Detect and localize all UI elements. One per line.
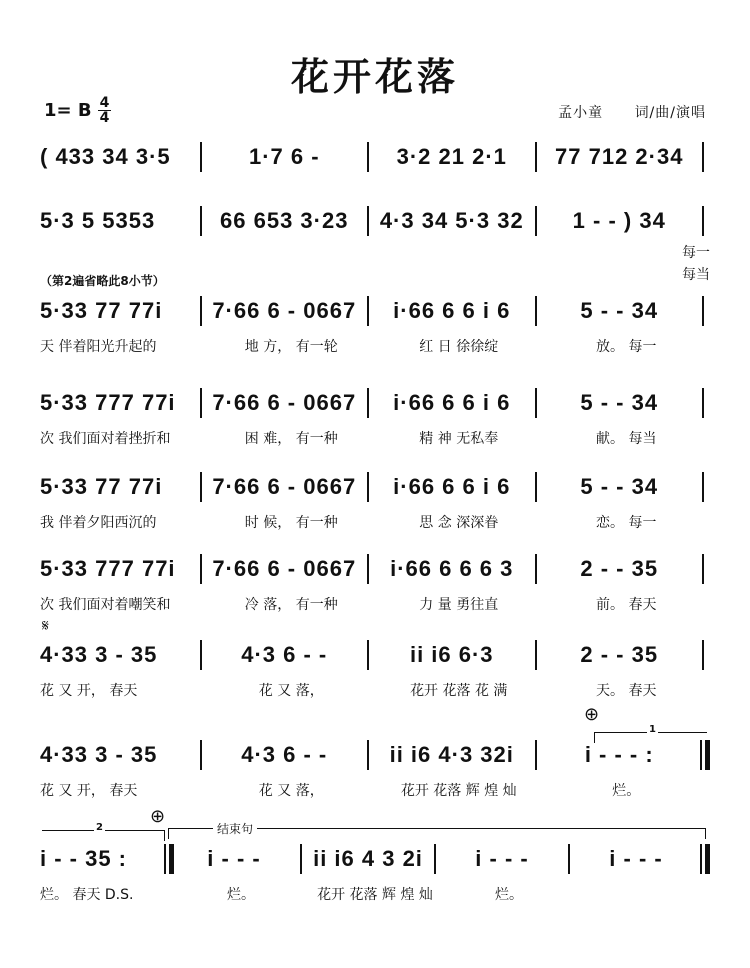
lyric: 烂。 <box>612 783 641 799</box>
score-row-6 <box>40 554 710 588</box>
measure: 4·33 3 - 35 <box>40 742 158 767</box>
measure: ( 433 34 3·5 <box>40 144 171 169</box>
lyric-line <box>40 242 710 262</box>
lyric: 思 念 深深眷 <box>419 515 499 531</box>
measure: 7·66 6 - 0667 <box>212 474 357 499</box>
lyric-line <box>40 512 710 532</box>
lyric: 花开 花落 辉 煌 灿 <box>317 887 433 903</box>
measure: 7·66 6 - 0667 <box>212 298 357 323</box>
lyric-line <box>40 336 710 356</box>
measure: i·66 6 6 i 6 <box>393 474 511 499</box>
lyric-line <box>40 884 710 904</box>
lyric: 花 又 落， <box>258 683 324 699</box>
lyric: 烂。 <box>227 887 255 903</box>
score-row-7 <box>40 640 710 674</box>
lyric: 恋。 每一 <box>596 515 657 531</box>
measure: 4·3 6 - - <box>241 642 328 667</box>
lyric-line <box>40 428 710 448</box>
lyric <box>40 242 208 262</box>
measure: 5·33 77 77i <box>40 474 163 499</box>
lyric <box>576 884 710 904</box>
measure: 5·33 777 77i <box>40 556 176 581</box>
measure: 5·3 5 5353 <box>40 208 156 233</box>
measure: 5 - - 34 <box>580 298 659 323</box>
lyric: 花 又 落， <box>258 783 324 799</box>
measure: 66 653 3·23 <box>220 208 349 233</box>
volta-1-label: 1 <box>649 724 656 735</box>
measure: i - - - : <box>584 742 654 767</box>
volta-2 <box>42 822 165 841</box>
lyric: 每当 <box>682 267 710 283</box>
time-top: 4 <box>99 95 110 111</box>
lyric-line <box>40 780 710 800</box>
credits <box>532 102 706 122</box>
key-label: 1= B <box>44 100 92 121</box>
lyric <box>208 242 376 262</box>
lyric: 我 伴着夕阳西沉的 <box>40 515 157 531</box>
coda-sign: ⊕ <box>584 704 600 725</box>
lyric: 每一 <box>682 245 710 261</box>
measure: ii i6 4·3 32i <box>389 742 514 767</box>
segno-sign: 𝄋 <box>42 616 49 635</box>
measure: ii i6 4 3 2i <box>313 846 423 871</box>
lyric: 冷 落， 有一种 <box>244 597 338 613</box>
lyric: 次 我们面对着挫折和 <box>40 431 171 447</box>
score-row-3 <box>40 296 710 330</box>
measure: 7·66 6 - 0667 <box>212 556 357 581</box>
measure: 1 - - ) 34 <box>572 208 666 233</box>
lyric <box>375 264 543 284</box>
measure: 77 712 2·34 <box>555 144 684 169</box>
lyric: 烂。 <box>495 887 523 903</box>
measure: 7·66 6 - 0667 <box>212 390 357 415</box>
time-bottom: 4 <box>99 110 110 126</box>
lyric: 花 又 开， 春天 <box>40 683 138 699</box>
lyric <box>208 264 376 284</box>
lyric: 前。 春天 <box>596 597 657 613</box>
measure: 2 - - 35 <box>580 556 659 581</box>
ending-label: 结束句 <box>213 820 257 837</box>
measure: 1·7 6 - <box>248 144 320 169</box>
lyric: 困 难， 有一种 <box>244 431 338 447</box>
lyric <box>375 242 543 262</box>
volta-2-label: 2 <box>96 822 103 833</box>
lyric: 献。 每当 <box>596 431 657 447</box>
measure: i·66 6 6 6 3 <box>390 556 514 581</box>
lyric: 次 我们面对着嘲笑和 <box>40 597 171 613</box>
measure: i - - 35 : <box>40 846 128 871</box>
measure: 5·33 77 77i <box>40 298 163 323</box>
lyric: 花 又 开， 春天 <box>40 783 138 799</box>
ending-bracket <box>168 822 706 839</box>
score-row-9 <box>40 844 710 878</box>
lyric: 时 候， 有一种 <box>244 515 338 531</box>
measure: i - - - <box>609 846 663 871</box>
lyric: 烂。 春天 D.S. <box>40 887 134 903</box>
lyric: 天 伴着阳光升起的 <box>40 339 157 355</box>
time-signature <box>98 96 112 125</box>
lyric: 地 方， 有一轮 <box>244 339 338 355</box>
measure: 5·33 777 77i <box>40 390 176 415</box>
lyric-line <box>40 594 710 614</box>
key-signature <box>44 96 111 125</box>
lyric: 力 量 勇往直 <box>419 597 499 613</box>
measure: 5 - - 34 <box>580 474 659 499</box>
measure: i·66 6 6 i 6 <box>393 390 511 415</box>
lyric: 放。 每一 <box>596 339 657 355</box>
score-row-5 <box>40 472 710 506</box>
score-row-8 <box>40 740 710 774</box>
lyric: 花开 花落 花 满 <box>410 683 508 699</box>
score-row-4 <box>40 388 710 422</box>
measure: 5 - - 34 <box>580 390 659 415</box>
measure: 2 - - 35 <box>580 642 659 667</box>
lyric: 天。 春天 <box>596 683 657 699</box>
measure: 4·3 34 5·3 32 <box>379 208 524 233</box>
lyric: 红 日 徐徐绽 <box>419 339 499 355</box>
lyric: 花开 花落 辉 煌 灿 <box>400 783 517 799</box>
roles: 词/曲/演唱 <box>634 105 706 121</box>
measure: 4·3 6 - - <box>241 742 328 767</box>
measure: ii i6 6·3 <box>409 642 494 667</box>
page-title: 花开花落 <box>290 55 459 99</box>
score-row-2 <box>40 206 710 240</box>
measure: 4·33 3 - 35 <box>40 642 158 667</box>
performance-note: （第2遍省略此8小节） <box>40 274 165 288</box>
coda-sign-2: ⊕ <box>150 806 166 827</box>
measure: i - - - <box>475 846 529 871</box>
measure: i - - - <box>207 846 261 871</box>
measure: i·66 6 6 i 6 <box>393 298 511 323</box>
lyric: 精 神 无私奉 <box>419 431 499 447</box>
score-row-1 <box>40 142 710 176</box>
lyric-line <box>40 680 710 700</box>
composer: 孟小童 <box>558 105 604 121</box>
measure: 3·2 21 2·1 <box>396 144 507 169</box>
